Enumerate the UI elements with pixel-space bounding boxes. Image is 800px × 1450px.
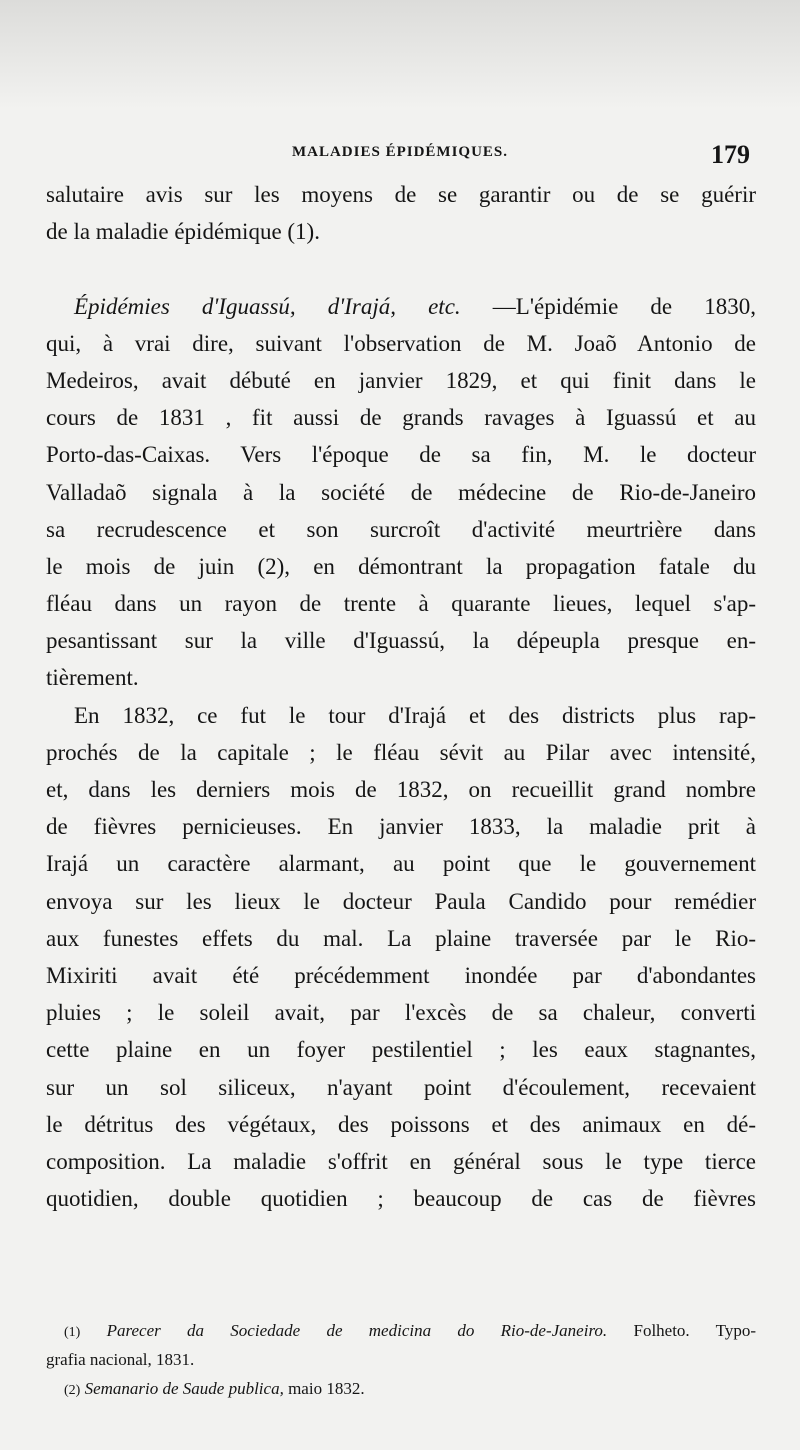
text-line: Irajá un caractère alarmant, au point que le gouvernement [46, 851, 756, 877]
footnote-2 [46, 1374, 756, 1403]
text-line: de la maladie épidémique (1). [46, 219, 320, 245]
text-line: Porto-das-Caixas. Vers l'époque de sa fin, M. le docteur [46, 442, 756, 468]
section-heading: Épidémies d'Iguassú, d'Irajá, etc. [74, 293, 461, 319]
text-line: pluies ; le soleil avait, par l'excès de sa chaleur, converti [46, 1000, 756, 1026]
text-line: sur un sol siliceux, n'ayant point d'écoulement, recevaient [46, 1074, 756, 1100]
footnote-text: maio 1832. [288, 1379, 365, 1398]
text-line: Medeiros, avait débuté en janvier 1829, et qui finit dans le [46, 367, 756, 393]
text-line: sa recrudescence et son surcroît d'activité meurtrière dans [46, 516, 756, 542]
text-line: —L'épidémie de 1830, [492, 293, 757, 319]
text-line: Mixiriti avait été précédemment inondée par d'abondantes [46, 962, 756, 988]
text-line-blank [46, 250, 756, 287]
page-number: 179 [711, 140, 750, 169]
section-heading-line [46, 288, 756, 325]
text-line: prochés de la capitale ; le fléau sévit au Pilar avec intensité, [46, 739, 756, 765]
running-title: MALADIES ÉPIDÉMIQUES. [291, 144, 509, 160]
footnotes [46, 1316, 756, 1403]
text-line: En 1832, ce fut le tour d'Irajá et des districts plus rap- [74, 702, 756, 728]
text-line: quotidien, double quotidien ; beaucoup de cas de fièvres [46, 1186, 756, 1212]
footnote-mark: (2) [64, 1383, 81, 1398]
footnote-title: Parecer da Sociedade de medicina do Rio-de-Janeiro. [106, 1321, 608, 1340]
text-line: aux funestes effets du mal. La plaine traversée par le Rio- [46, 925, 756, 951]
text-line: pesantissant sur la ville d'Iguassú, la dépeupla presque en- [46, 628, 756, 654]
body-text [46, 176, 756, 1217]
text-line: et, dans les derniers mois de 1832, on recueillit grand nombre [46, 777, 756, 802]
text-line: tièrement. [46, 665, 139, 691]
text-line: cours de 1831 , fit aussi de grands ravages à Iguassú et au [46, 405, 756, 431]
text-line: le mois de juin (2), en démontrant la propagation fatale du [46, 553, 756, 579]
text-line: composition. La maladie s'offrit en général sous le type tierce [46, 1148, 756, 1174]
text-line: envoya sur les lieux le docteur Paula Candido pour remédier [46, 888, 756, 914]
footnote-text: Folheto. Typo- [633, 1321, 757, 1340]
footnote-title: Semanario de Saude publica, [84, 1379, 284, 1398]
running-head [40, 140, 760, 174]
text-line: le détritus des végétaux, des poissons et des animaux en dé- [46, 1111, 756, 1137]
text-line: Valladaõ signala à la société de médecine de Rio-de-Janeiro [46, 479, 756, 505]
text-line: salutaire avis sur les moyens de se garantir ou de se guérir [46, 182, 756, 207]
text-line: qui, à vrai dire, suivant l'observation de M. Joaõ Antonio de [46, 330, 756, 356]
text-line: cette plaine en un foyer pestilentiel ; les eaux stagnantes, [46, 1037, 756, 1063]
text-line: fléau dans un rayon de trente à quarante lieues, lequel s'ap- [46, 591, 756, 617]
footnote-1 [46, 1316, 756, 1345]
footnote-1-continued: grafia nacional, 1831. [46, 1350, 195, 1369]
text-line: de fièvres pernicieuses. En janvier 1833, la maladie prit à [46, 814, 756, 840]
footnote-mark: (1) [64, 1325, 81, 1340]
